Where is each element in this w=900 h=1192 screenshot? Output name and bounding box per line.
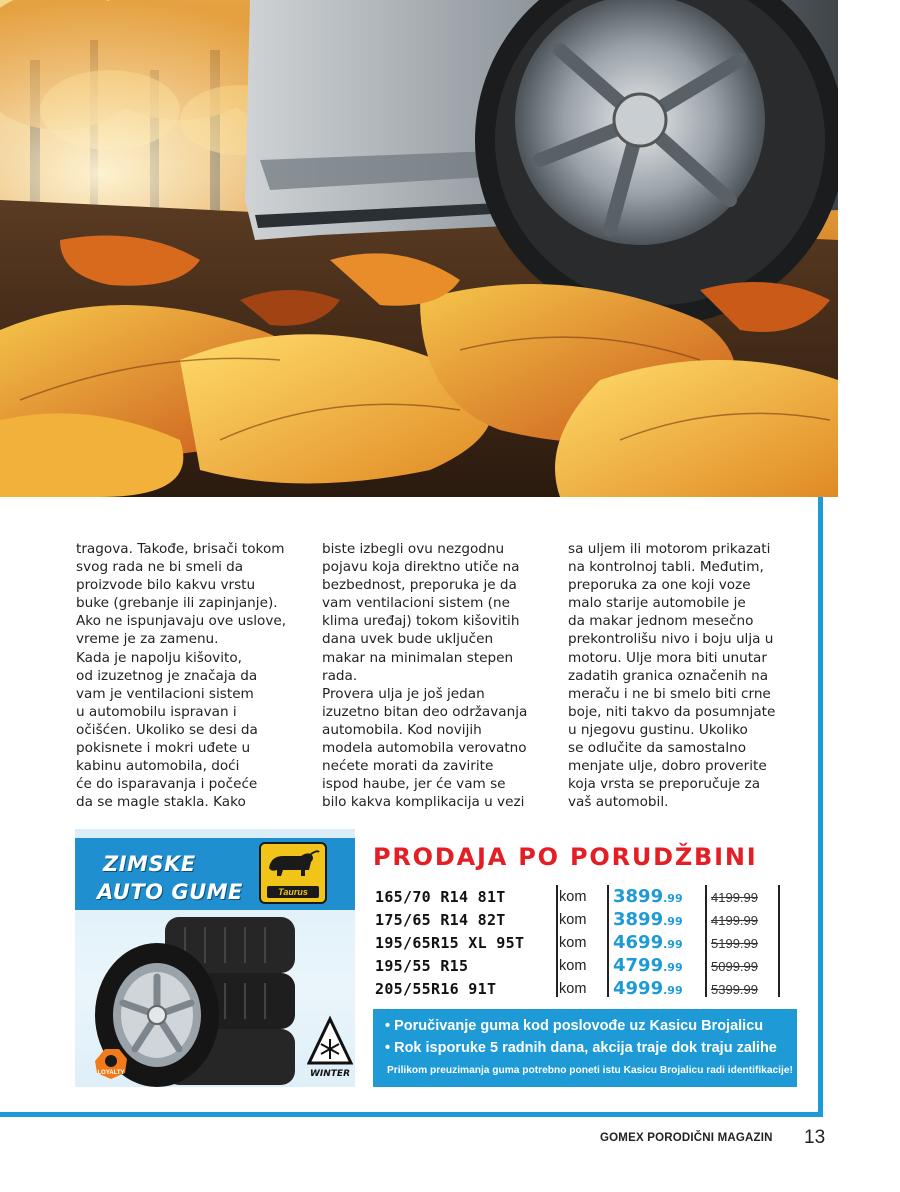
price-cents: .99 [663,984,683,997]
info-bullet-1: • Poručivanje guma kod poslovođe uz Kasicu Brojalicu [385,1018,764,1034]
ad-title: PRODAJA PO PORUDŽBINI [373,843,758,871]
unit-label: kom [559,958,587,974]
tire-size: 195/55 R15 [375,957,469,975]
unit-label: kom [559,935,587,951]
price-main: 3899 [613,886,664,907]
article-column-3 [568,540,800,811]
article-column-1 [76,540,308,811]
article-text: biste izbegli ovu nezgodnu pojavu koja direktno utiče na bezbednost, preporuka je da vam ventilacioni sistem (ne klima uređaj) tokom kišovitih dana uvek bude uključen makar na minimalan stepen rada. Provera ulja je još jedan izuzetno bitan deo održavanja automobila. Kod novijih modela automobila verovatno nećete morati da zavirite ispod haube, jer će vam se bilo kakva komplikacija u vezi [322,541,528,811]
price-row [375,954,785,977]
bull-icon [261,844,321,884]
hero-photo [0,0,838,497]
price-cents: .99 [663,938,683,951]
table-divider [556,885,558,997]
order-info-box [373,1009,797,1087]
sale-price [613,978,683,999]
ad-banner [75,838,355,910]
article-text: sa uljem ili motorom prikazati na kontrolnoj tabli. Međutim, preporuka za one koji voze malo starije automobile je da makar jednom mesečno prekontrolišu nivo i boju ulja u motoru. Ulje mora biti unutar zadatih granica označenih na meraču i ne bi smelo biti crne boje, niti takvo da posumnjate u njegovu gustinu. Ukoliko se odlučite da samostalno menjate ulje, dobro proverite koja vrsta se preporučuje za vaš automobil. [568,541,776,811]
table-divider [705,885,707,997]
loyalty-icon [91,1043,131,1083]
tire-size: 195/65R15 XL 95T [375,934,525,952]
old-price: 4199.99 [711,890,758,905]
price-row [375,908,785,931]
winter-badge [307,1015,353,1079]
price-cents: .99 [663,961,683,974]
article-text: tragova. Takođe, brisači tokom svog rada ne bi smeli da proizvode bilo kakvu vrstu buke (grebanje ili zapinjanje). Ako ne ispunjavaju ove uslove, vreme je za zamenu. Kada je napolju kišovito, od izuzetnog je značaja da vam je ventilacioni sistem u automobilu ispravan i očišćen. Ukoliko se desi da pokisnete i mokri uđete u kabinu automobila, doći će do isparavanja i počeće da se magle stakla. Kako [76,541,287,811]
info-bullet-2: • Rok isporuke 5 radnih dana, akcija traje dok traju zalihe [385,1040,777,1056]
price-main: 4999 [613,978,664,999]
old-price: 5199.99 [711,936,758,951]
info-note: Prilikom preuzimanja guma potrebno poneti istu Kasicu Brojalicu radi identifikacije! [387,1065,793,1076]
sale-price [613,909,683,930]
sale-price [613,886,683,907]
tire-size: 205/55R16 91T [375,980,497,998]
old-price: 4199.99 [711,913,758,928]
winter-label: WINTER [309,1069,351,1079]
price-row [375,931,785,954]
snowflake-mountain-icon [307,1015,353,1065]
table-divider [607,885,609,997]
loyalty-label: LOYALTY [97,1070,125,1076]
price-row [375,977,785,1000]
old-price: 5399.99 [711,982,758,997]
tire-size: 175/65 R14 82T [375,911,506,929]
price-table [375,885,785,1000]
page-number: 13 [804,1127,826,1148]
frame-right-border [818,497,823,1116]
magazine-name: GOMEX PORODIČNI MAGAZIN [600,1132,773,1144]
ad-image-panel [75,829,355,1087]
brand-label: Taurus [267,886,319,898]
sale-price [613,932,683,953]
article-column-2 [322,540,554,811]
sale-price [613,955,683,976]
price-row [375,885,785,908]
table-divider [778,885,780,997]
unit-label: kom [559,912,587,928]
taurus-logo [259,842,327,904]
unit-label: kom [559,981,587,997]
price-main: 4799 [613,955,664,976]
price-main: 4699 [613,932,664,953]
price-main: 3899 [613,909,664,930]
frame-bottom-border [0,1112,823,1117]
old-price: 5099.99 [711,959,758,974]
tire-size: 165/70 R14 81T [375,888,506,906]
unit-label: kom [559,889,587,905]
price-cents: .99 [663,915,683,928]
banner-line-2: AUTO GUME [97,880,243,904]
banner-line-1: ZIMSKE [103,852,196,876]
price-cents: .99 [663,892,683,905]
page-footer [600,1128,828,1152]
tire-advertisement [75,829,797,1087]
loyalty-badge [91,1043,131,1083]
autumn-car-tire-image [0,0,838,497]
